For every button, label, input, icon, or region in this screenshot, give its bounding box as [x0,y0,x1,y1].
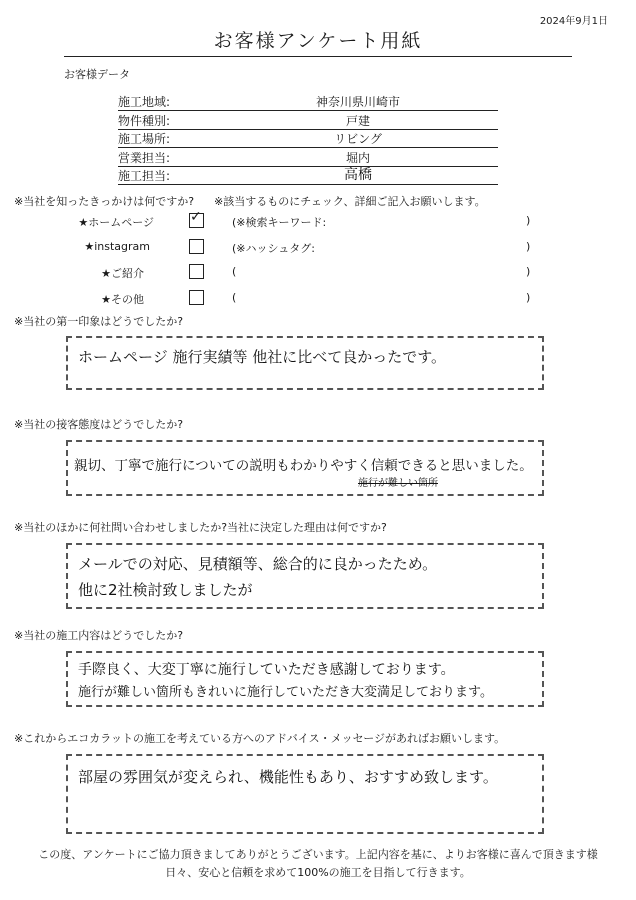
row-property-value: 戸建 [345,114,370,128]
footer-message [0,846,636,882]
row-property-label: 物件種別: [118,114,171,128]
q4-answer-line: 手際良く、大変丁寧に施行していただき感謝しております。 [78,662,455,678]
row-installer-value: 高橋 [344,167,372,183]
row-sales-label: 営業担当: [118,151,171,165]
title-underline [64,56,572,57]
row-divider [118,110,498,111]
q5-question: ※これからエコカラットの施工を考えている方へのアドバイス・メッセージがあればお願いします。 [14,732,506,745]
row-place-label: 施工場所: [118,132,171,146]
option-instagram-checkbox[interactable] [189,239,204,254]
page-title: お客様アンケート用紙 [213,30,423,52]
q4-answer-box [66,651,544,707]
row-installer-label: 施工担当: [118,169,171,183]
option-other-close: ) [526,291,531,304]
option-referral-checkbox[interactable] [189,264,204,279]
q2-question: ※当社の接客態度はどうでしたか? [14,418,184,431]
option-other-note: ( [232,291,237,304]
q2-correction-text: 施行が難しい箇所 [358,478,438,489]
source-question: ※当社を知ったきっかけは何ですか? [14,195,195,208]
option-instagram-note: (※ハッシュタグ: [232,242,315,255]
option-homepage-checkbox[interactable] [189,209,204,228]
option-referral-note: ( [232,265,237,278]
row-place-value: リビング [334,132,382,146]
q3-answer-line: 他に2社検討致しましたが [78,581,253,599]
q4-question: ※当社の施工内容はどうでしたか? [14,629,184,642]
survey-date: 2024年9月1日 [539,16,608,27]
q1-answer-line: ホームページ 施行実績等 他社に比べて良かったです。 [78,348,447,366]
q3-answer-box [66,543,544,609]
option-other-label: ★その他 [101,293,144,306]
row-area-value: 神奈川県川崎市 [315,95,400,109]
row-divider [118,184,498,185]
option-instagram-close: ) [526,240,531,253]
q4-answer-line: 施行が難しい箇所もきれいに施行していただき大変満足しております。 [78,685,493,700]
option-referral-close: ) [526,265,531,278]
row-divider [118,147,498,148]
q2-answer-line: 親切、丁寧で施行についての説明もわかりやすく信頼できると思いました。 [74,458,533,474]
q1-question: ※当社の第一印象はどうでしたか? [14,315,184,328]
option-referral-label: ★ご紹介 [101,267,144,280]
option-homepage-note: (※検索キーワード: [232,216,327,229]
q3-question: ※当社のほかに何社問い合わせしましたか?当社に決定した理由は何ですか? [14,521,387,534]
option-other-checkbox[interactable] [189,290,204,305]
option-homepage-label: ★ホームページ [78,216,154,229]
q3-answer-line: メールでの対応、見積額等、総合的に良かったため。 [78,555,438,573]
option-instagram-label: ★instagram [84,240,150,253]
source-instruction: ※該当するものにチェック、詳細ご記入お願いします。 [214,195,486,208]
customer-data-heading: お客様データ [64,68,130,81]
footer-line: 日々、安心と信頼を求めて100%の施工を目指して行きます。 [165,866,471,879]
q1-answer-box [66,336,544,390]
option-homepage-close: ) [526,214,531,227]
row-sales-value: 堀内 [345,151,370,165]
check-mark-icon: ✓ [190,209,202,225]
footer-line: この度、アンケートにご協力頂きましてありがとうございます。上記内容を基に、よりお客様に喜んで頂きます様 [38,848,598,861]
q2-answer-box [66,440,544,496]
q5-answer-line: 部屋の雰囲気が変えられ、機能性もあり、おすすめ致します。 [78,768,498,786]
row-area-label: 施工地域: [118,95,171,109]
q5-answer-box [66,754,544,834]
